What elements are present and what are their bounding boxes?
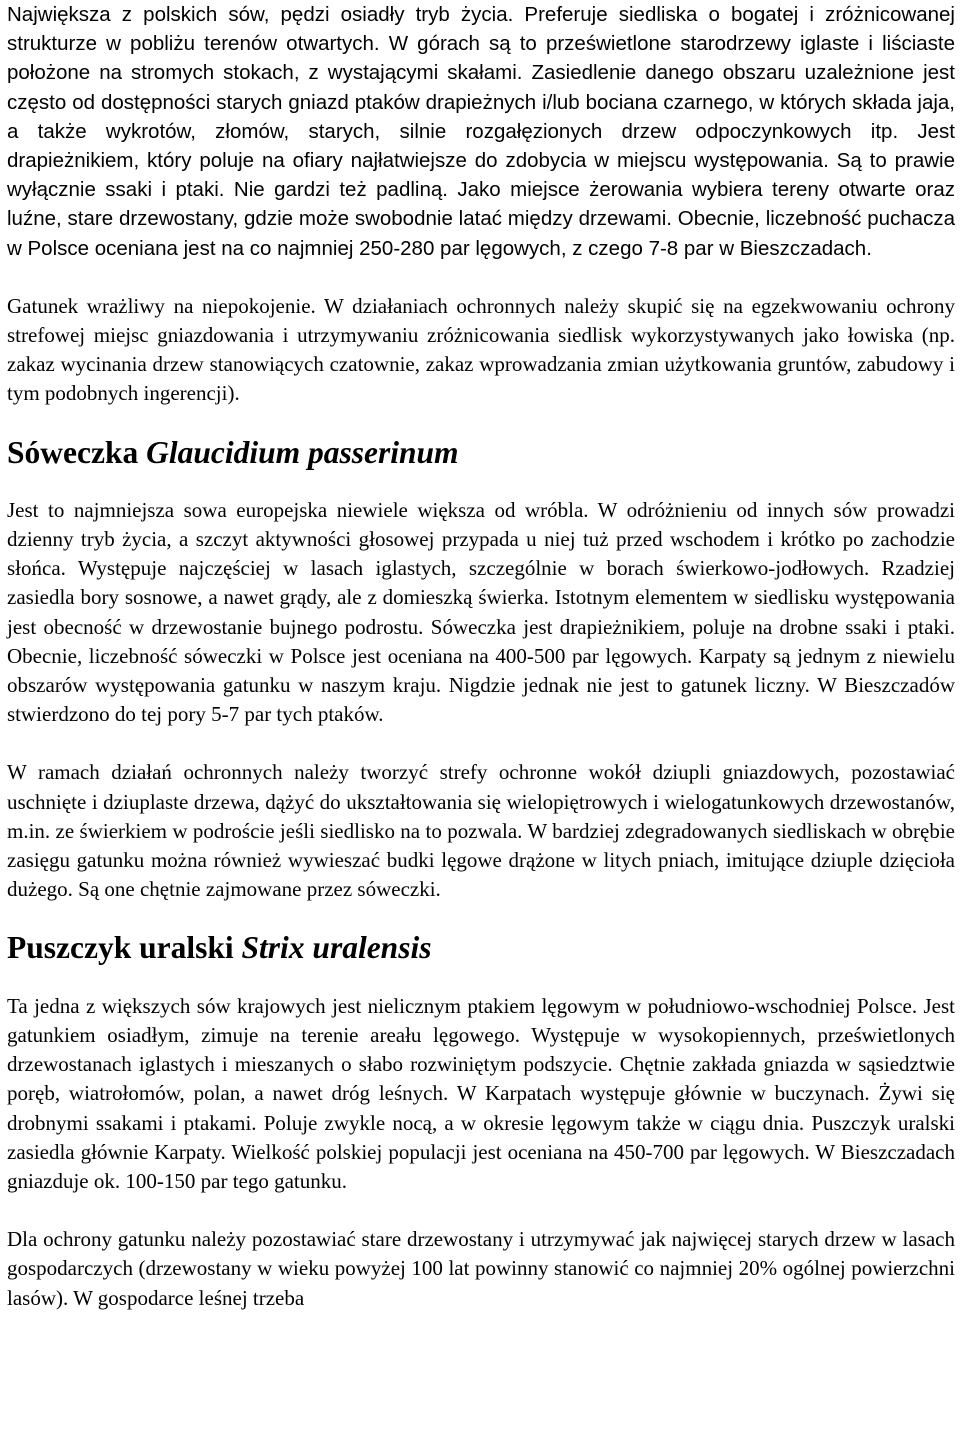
- paragraph-spacer: [7, 263, 955, 292]
- puszczyk-heading-common: Puszczyk uralski: [7, 930, 234, 966]
- paragraph-spacer: [7, 963, 955, 992]
- soweczka-heading: [7, 434, 955, 470]
- puszczyk-heading-latin: Strix uralensis: [241, 930, 432, 966]
- puchacz-section: [7, 0, 955, 263]
- puszczyk-paragraph-1: Ta jedna z większych sów krajowych jest nielicznym ptakiem lęgowym w południowo-wschodniej Polsce. Jest gatunkiem osiadłym, zimuje na terenie areału lęgowego. Występuje w wysokopiennych, prześwietlonych drzewostanach iglastych i mieszanych o słabo rozwiniętym podszycie. Chętnie zakłada gniazda w sąsiedztwie poręb, wiatrołomów, polan, a nawet dróg leśnych. W Karpatach występuje głównie w buczynach. Żywi się drobnymi ssakami i ptakami. Poluje zwykle nocą, a w okresie lęgowym także w ciągu dnia. Puszczyk uralski zasiedla głównie Karpaty. Wielkość polskiej populacji jest oceniana na 450-700 par lęgowych. W Bieszczadach gniazduje ok. 100-150 par tego gatunku.: [7, 993, 955, 1193]
- intro-paragraph-2: Gatunek wrażliwy na niepokojenie. W działaniach ochronnych należy skupić się na egzekwowaniu ochrony strefowej miejsc gniazdowania i utrzymywaniu zróżnicowania siedlisk wykorzystywanych jako łowiska (np. zakaz wycinania drzew stanowiących czatownie, zakaz wprowadzania zmian użytkowania gruntów, zabudowy i tym podobnych ingerencji).: [7, 293, 955, 406]
- paragraph-spacer: [7, 1196, 955, 1225]
- puszczyk-paragraph-2: Dla ochrony gatunku należy pozostawiać stare drzewostany i utrzymywać jak najwięcej starych drzew w lasach gospodarczych (drzewostany w wieku powyżej 100 lat powinny stanowić co najmniej 20% ogólnej powierzchni lasów). W gospodarce leśnej trzeba: [7, 1227, 955, 1310]
- soweczka-heading-latin: Glaucidium passerinum: [146, 434, 459, 470]
- puszczyk-heading: [7, 930, 955, 966]
- intro-paragraph-1: Największa z polskich sów, pędzi osiadły tryb życia. Preferuje siedliska o bogatej i zróżnicowanej strukturze w pobliżu terenów otwartych. W górach są to prześwietlone starodrzewy iglaste i liściaste położone na stromych stokach, z wystającymi skałami. Zasiedlenie danego obszaru uzależnione jest często od dostępności starych gniazd ptaków drapieżnych i/lub bociana czarnego, w których składa jaja, a także wykrotów, złomów, starych, silnie rozgałęzionych drzew odpoczynkowych itp. Jest drapieżnikiem, który poluje na ofiary najłatwiejsze do zdobycia w miejscu występowania. Są to prawie wyłącznie ssaki i ptaki. Nie gardzi też padliną. Jako miejsce żerowania wybiera tereny otwarte oraz luźne, stare drzewostany, gdzie może swobodnie latać między drzewami. Obecnie, liczebność puchacza w Polsce oceniana jest na co najmniej 250-280 par lęgowych, z czego 7-8 par w Bieszczadach.: [7, 3, 955, 260]
- paragraph-spacer: [7, 409, 955, 438]
- soweczka-heading-common: Sóweczka: [7, 434, 139, 470]
- paragraph-spacer: [7, 729, 955, 758]
- document-page: [7, 0, 955, 1313]
- soweczka-paragraph-2: W ramach działań ochronnych należy tworzyć strefy ochronne wokół dziupli gniazdowych, pozostawiać uschnięte i dziuplaste drzewa, dążyć do ukształtowania się wielopiętrowych i wielogatunkowych drzewostanów, m.in. ze świerkiem w podroście jeśli siedlisko na to pozwala. W bardziej zdegradowanych siedliskach w obrębie zasięgu gatunku można również wywieszać budki lęgowe drążone w litych pniach, imitujące dziuple dzięcioła dużego. Są one chętnie zajmowane przez sóweczki.: [7, 760, 955, 902]
- paragraph-spacer: [7, 467, 955, 496]
- soweczka-paragraph-1: Jest to najmniejsza sowa europejska niewiele większa od wróbla. W odróżnieniu od innych sów prowadzi dzienny tryb życia, a szczyt aktywności głosowej przypada u niej tuż przed wschodem i krótko po zachodzie słońca. Występuje najczęściej w lasach iglastych, szczególnie w borach świerkowo-jodłowych. Rzadziej zasiedla bory sosnowe, a nawet grądy, ale z domieszką świerka. Istotnym elementem w siedlisku występowania jest obecność w drzewostanie bujnego podrostu. Sóweczka jest drapieżnikiem, poluje na drobne ssaki i ptaki. Obecnie, liczebność sóweczki w Polsce jest oceniana na 400-500 par lęgowych. Karpaty są jednym z niewielu obszarów występowania gatunku w naszym kraju. Nigdzie jednak nie jest to gatunek liczny. W Bieszczadów stwierdzono do tej pory 5-7 par tych ptaków.: [7, 497, 955, 727]
- paragraph-spacer: [7, 904, 955, 933]
